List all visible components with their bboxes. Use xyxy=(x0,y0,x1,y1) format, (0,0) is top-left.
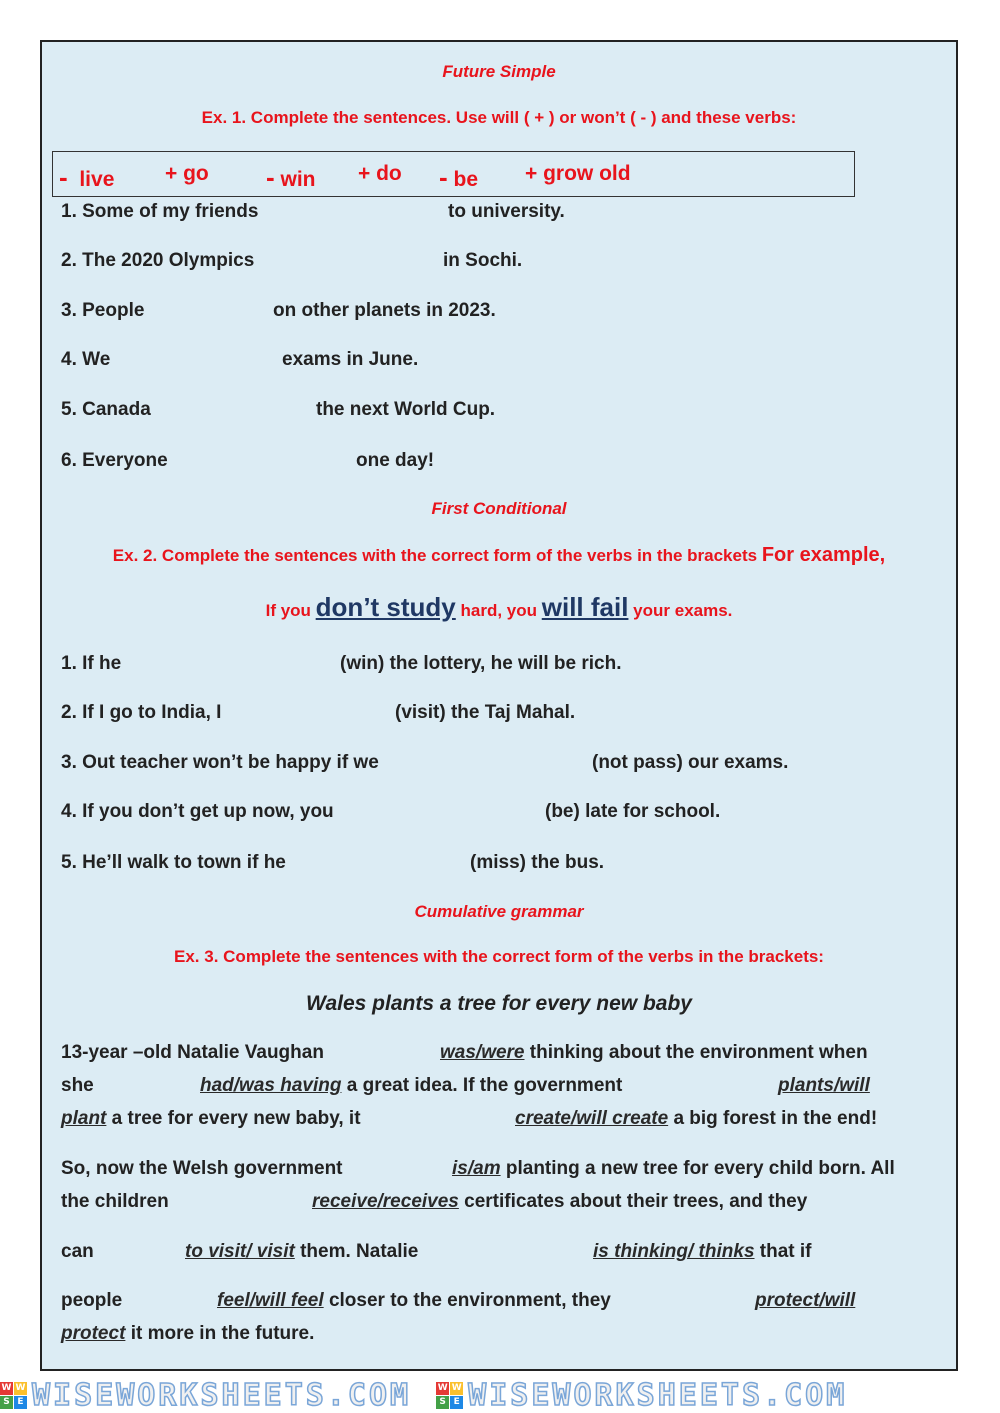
ex2-item: 5. He’ll walk to town if he xyxy=(61,852,286,873)
verb-item: + go xyxy=(165,162,209,185)
story-answer: plants/will xyxy=(778,1075,870,1096)
story-text: the children xyxy=(61,1191,169,1212)
story-text: create/will create a big forest in the end! xyxy=(515,1108,878,1129)
ex2-item-end: (be) late for school. xyxy=(545,801,721,822)
story-answer: receive/receives xyxy=(312,1191,459,1212)
story-answer: was/were xyxy=(440,1042,525,1063)
example-answer-2: will fail xyxy=(541,592,629,622)
ex2-item: 2. If I go to India, I xyxy=(61,702,222,723)
watermark-footer xyxy=(0,1377,1000,1413)
logo-icon: W W S E xyxy=(1,1382,26,1407)
verb-box xyxy=(52,151,855,197)
watermark-text: WISEWORKSHEETS.COM xyxy=(468,1378,848,1413)
story-answer: protect/will xyxy=(755,1290,856,1311)
ex1-item-end: in Sochi. xyxy=(443,250,523,271)
ex1-item-end: exams in June. xyxy=(282,349,419,370)
story-text: is thinking/ thinks that if xyxy=(593,1241,812,1262)
ex2-item: 3. Out teacher won’t be happy if we xyxy=(61,752,379,773)
story-answer: feel/will feel xyxy=(217,1290,324,1311)
ex2-item-end: (not pass) our exams. xyxy=(592,752,789,773)
section2-instruction: Ex. 2. Complete the sentences with the correct form of the verbs in the brackets For example, xyxy=(112,544,886,566)
story-title: Wales plants a tree for every new baby xyxy=(306,992,692,1015)
story-answer: is/am xyxy=(452,1158,501,1179)
story-text: feel/will feel closer to the environment, they xyxy=(217,1290,611,1311)
ex1-item-end: one day! xyxy=(356,450,435,471)
verb-item: + grow old xyxy=(525,162,631,185)
story-text: protect it more in the future. xyxy=(61,1323,315,1344)
ex1-item: 1. Some of my friends xyxy=(61,201,259,222)
ex1-item-end: on other planets in 2023. xyxy=(273,300,496,321)
ex1-item: 2. The 2020 Olympics xyxy=(61,250,255,271)
section1-title: Future Simple xyxy=(442,62,556,81)
ex2-item: 1. If he xyxy=(61,653,122,674)
story-answer: is thinking/ thinks xyxy=(593,1241,755,1262)
story-text: she xyxy=(61,1075,94,1096)
story-text: had/was having a great idea. If the government xyxy=(200,1075,623,1096)
ex2-item-end: (miss) the bus. xyxy=(470,852,605,873)
story-answer: had/was having xyxy=(200,1075,342,1096)
example-sentence: If you don’t study hard, you will fail your exams. xyxy=(265,592,733,622)
ex1-item-end: to university. xyxy=(448,201,565,222)
story-text: is/am planting a new tree for every child born. All xyxy=(452,1158,895,1179)
story-text: receive/receives certificates about their trees, and they xyxy=(312,1191,808,1212)
section3-title: Cumulative grammar xyxy=(414,902,584,921)
ex2-item-end: (visit) the Taj Mahal. xyxy=(395,702,576,723)
verb-item: - live xyxy=(59,162,115,192)
ex1-item: 4. We xyxy=(61,349,111,370)
story-answer: create/will create xyxy=(515,1108,669,1129)
story-answer: to visit/ visit xyxy=(185,1241,295,1262)
verb-item: - be xyxy=(439,162,479,192)
story-answer: protect xyxy=(61,1323,126,1344)
section2-title: First Conditional xyxy=(431,499,567,518)
verb-item: + do xyxy=(358,162,402,185)
example-answer-1: don’t study xyxy=(315,592,456,622)
section3-instruction: Ex. 3. Complete the sentences with the correct form of the verbs in the brackets: xyxy=(174,947,824,966)
worksheet xyxy=(40,40,958,1371)
ex2-item: 4. If you don’t get up now, you xyxy=(61,801,334,822)
ex1-item: 6. Everyone xyxy=(61,450,168,471)
ex2-item-end: (win) the lottery, he will be rich. xyxy=(340,653,622,674)
ex1-item-end: the next World Cup. xyxy=(316,399,496,420)
logo-icon: W W S E xyxy=(437,1382,462,1407)
story-answer: plant xyxy=(61,1108,107,1129)
verb-item: - win xyxy=(266,162,316,192)
for-example: For example, xyxy=(761,544,886,566)
story-text: was/were thinking about the environment when xyxy=(440,1042,868,1063)
story-text: to visit/ visit them. Natalie xyxy=(185,1241,419,1262)
story-text: can xyxy=(61,1241,94,1262)
story-text: So, now the Welsh government xyxy=(61,1158,343,1179)
ex1-item: 5. Canada xyxy=(61,399,151,420)
story-text: plant a tree for every new baby, it xyxy=(61,1108,361,1129)
watermark-text: WISEWORKSHEETS.COM xyxy=(32,1378,412,1413)
story-text: 13-year –old Natalie Vaughan xyxy=(61,1042,324,1063)
story-text: people xyxy=(61,1290,123,1311)
section1-instruction: Ex. 1. Complete the sentences. Use will ( + ) or won’t ( - ) and these verbs: xyxy=(201,108,797,127)
ex1-item: 3. People xyxy=(61,300,145,321)
